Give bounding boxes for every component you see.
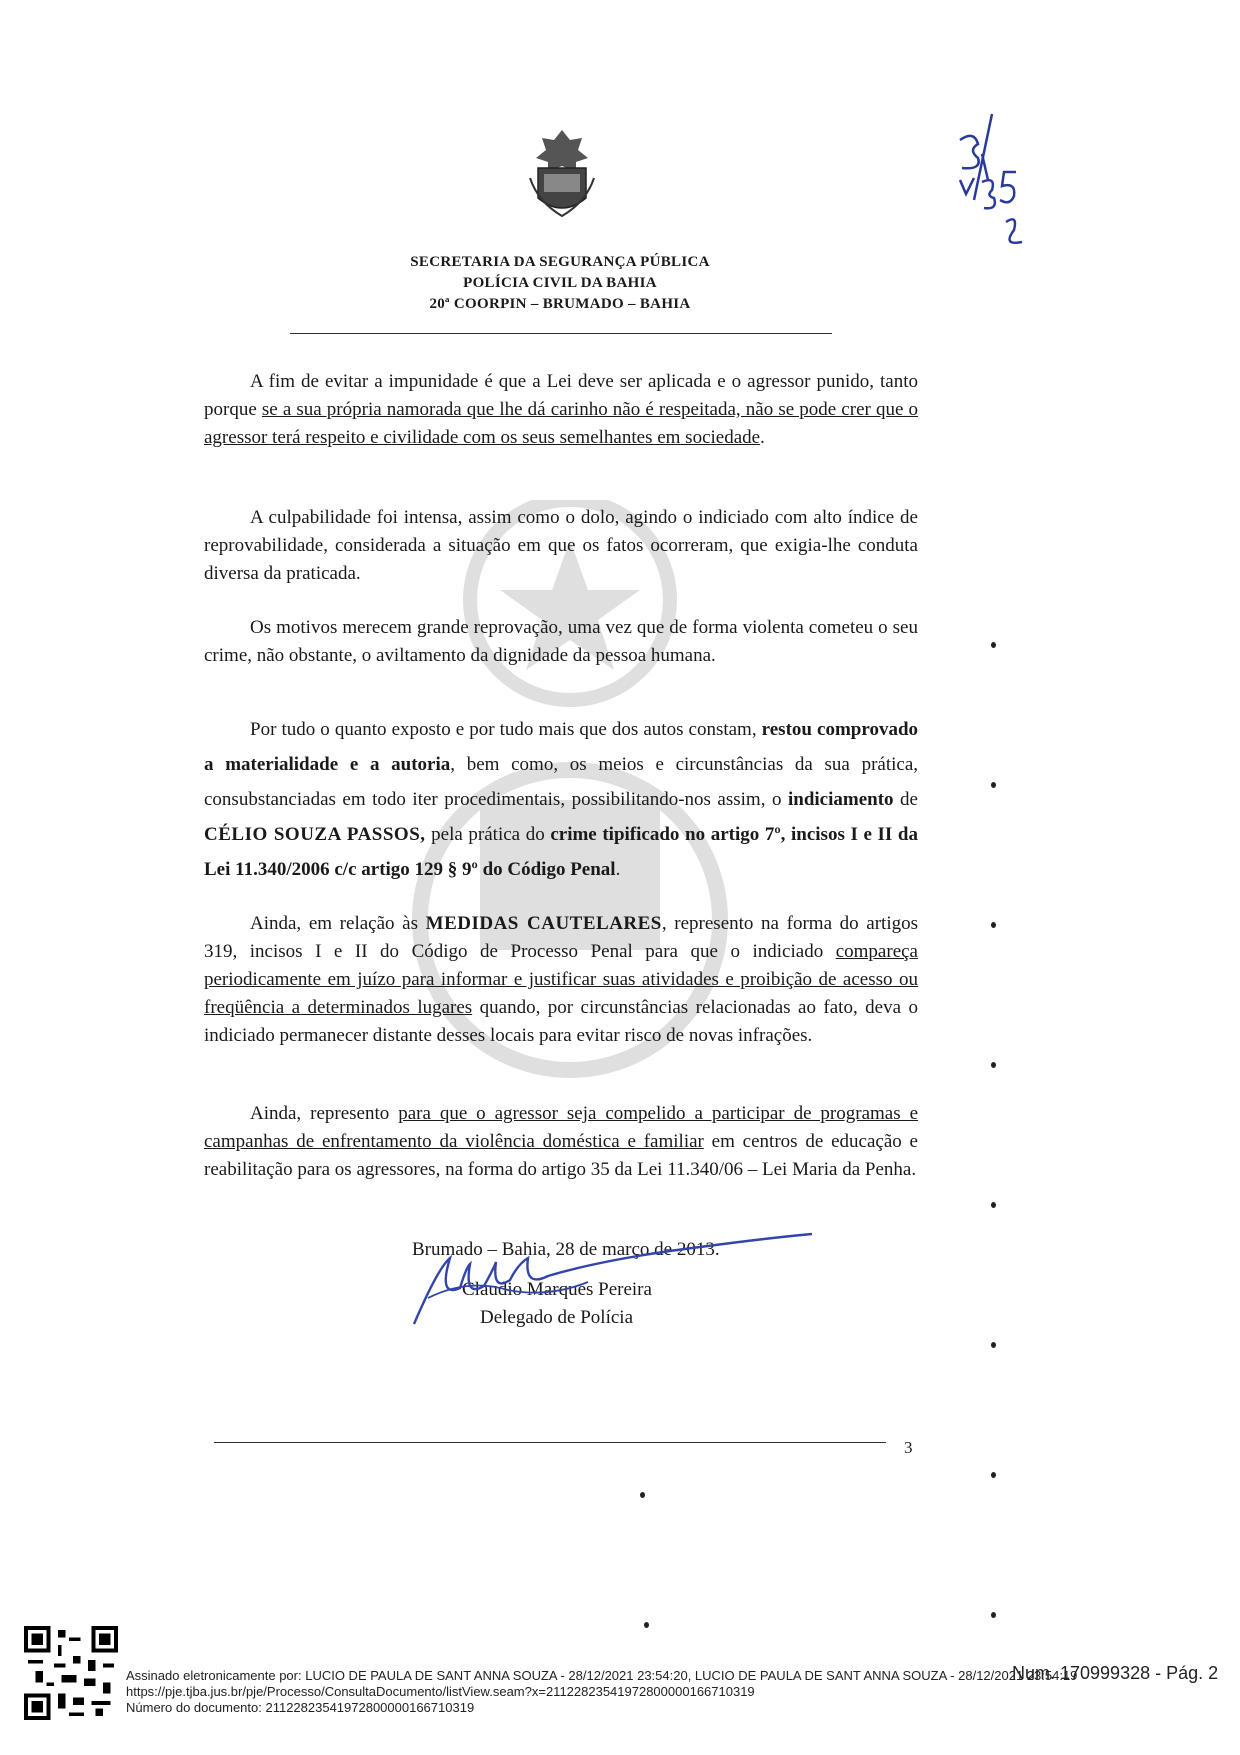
header-line-policia: POLÍCIA CIVIL DA BAHIA xyxy=(463,275,657,291)
p1-underlined: se a sua própria namorada que lhe dá carinho não é respeitada, não se pode crer que o agressor terá respeito e civilidade com os seus semelhantes em sociedade xyxy=(204,399,918,448)
signatory-role: Delegado de Polícia xyxy=(480,1307,634,1328)
p1-text-a: A fim de evitar a impunidade é que a Lei deve ser aplicada e o agressor punido, tanto porque xyxy=(204,371,918,420)
p1-text-c: . xyxy=(760,427,765,448)
signatory-name: Claudio Marques Pereira xyxy=(462,1279,652,1300)
paragraph-culpabilidade xyxy=(204,504,918,588)
p4-text-g: pela prática do xyxy=(425,824,551,845)
p4-indiciado-name: CÉLIO SOUZA PASSOS, xyxy=(204,824,426,845)
scan-speck xyxy=(644,1622,649,1628)
paragraph-programas xyxy=(204,1100,918,1184)
footer-divider xyxy=(214,1442,886,1443)
header-line-secretaria: SECRETARIA DA SEGURANÇA PÚBLICA xyxy=(410,254,710,270)
p4-bold-materialidade: restou comprovado a materialidade e a autoria xyxy=(204,719,919,775)
p6-text-c: em centros de educação e reabilitação para os agressores, na forma do artigo 35 da Lei 11.340/06 – Lei Maria da Penha. xyxy=(204,1131,918,1180)
p5-bold-medidas: MEDIDAS CAUTELARES xyxy=(425,913,662,934)
scan-speck xyxy=(640,1492,645,1498)
footer-url[interactable]: https://pje.tjba.jus.br/pje/Processo/ConsultaDocumento/listView.seam?x=21122823541972800000166710319 xyxy=(126,1684,755,1699)
scan-speck xyxy=(991,1202,996,1208)
p3-text: Os motivos merecem grande reprovação, uma vez que de forma violenta cometeu o seu crime, não obstante, o aviltamento da dignidade da pessoa humana. xyxy=(204,617,918,666)
p6-text-a: Ainda, represento xyxy=(250,1103,399,1124)
p5-text-c: , represento na forma do artigos 319, incisos I e II do Código de Processo Penal para que o indiciado xyxy=(204,913,918,962)
place-date: Brumado – Bahia, 28 de março de 2013. xyxy=(412,1239,720,1260)
paragraph-motivos xyxy=(204,614,918,670)
p4-text-e: de xyxy=(893,789,918,810)
footer-num-page: Num. 170999328 - Pág. 2 xyxy=(1012,1663,1219,1683)
footer-signed-by: Assinado eletronicamente por: LUCIO DE PAULA DE SANT ANNA SOUZA - 28/12/2021 23:54:20, LUCIO DE PAULA DE SANT ANNA SOUZA - 28/12/2021 23:54:19 xyxy=(126,1668,1078,1683)
header-divider xyxy=(290,333,832,334)
p5-text-e: quando, por circunstâncias relacionadas ao fato, deva o indiciado permanecer distante desses locais para evitar risco de novas infrações. xyxy=(204,997,918,1046)
qr-code-icon xyxy=(24,1626,118,1720)
header-line-coorpin: 20ª COORPIN – BRUMADO – BAHIA xyxy=(429,296,691,312)
p4-bold-indiciamento: indiciamento xyxy=(787,789,894,810)
p5-underlined: compareça periodicamente em juízo para informar e justificar suas atividades e proibição de acesso ou freqüência a determinados lugares xyxy=(204,941,918,1018)
electronic-signature-footer xyxy=(126,1668,1077,1716)
footer-document-number: Número do documento: 21122823541972800000166710319 xyxy=(126,1700,475,1715)
handwritten-signature xyxy=(408,1228,818,1338)
paragraph-indiciamento xyxy=(204,712,918,887)
scan-speck xyxy=(991,1342,996,1348)
scan-speck xyxy=(991,642,996,648)
p2-text: A culpabilidade foi intensa, assim como o dolo, agindo o indiciado com alto índice de reprovabilidade, considerada a situação em que os fatos ocorreram, que exigia-lhe conduta diversa da praticada. xyxy=(204,507,918,584)
document-header xyxy=(300,252,820,315)
page-number: 3 xyxy=(904,1438,913,1457)
handwritten-folio-note xyxy=(952,110,1062,270)
police-crest-emblem xyxy=(526,128,598,220)
p4-bold-crime: crime tipificado no artigo 7º, incisos I e II da Lei 11.340/2006 c/c artigo 129 § 9º do Código Penal xyxy=(204,824,918,880)
p4-text-a: Por tudo o quanto exposto e por tudo mais que dos autos constam, xyxy=(250,719,762,740)
scan-speck xyxy=(991,1472,996,1478)
p4-text-i: . xyxy=(615,859,621,880)
p4-text-c: , bem como, os meios e circunstâncias da sua prática, consubstanciadas em todo iter procedimentais, possibilitando-nos assim, o xyxy=(204,754,918,810)
scan-speck xyxy=(991,1062,996,1068)
p6-underlined: para que o agressor seja compelido a participar de programas e campanhas de enfrentamento da violência doméstica e familiar xyxy=(204,1103,918,1152)
scan-speck xyxy=(991,1612,996,1618)
scan-speck xyxy=(991,782,996,788)
p5-text-a: Ainda, em relação às xyxy=(250,913,426,934)
paragraph-medidas-cautelares xyxy=(204,910,918,1050)
scan-speck xyxy=(991,922,996,928)
paragraph-impunidade xyxy=(204,368,918,452)
